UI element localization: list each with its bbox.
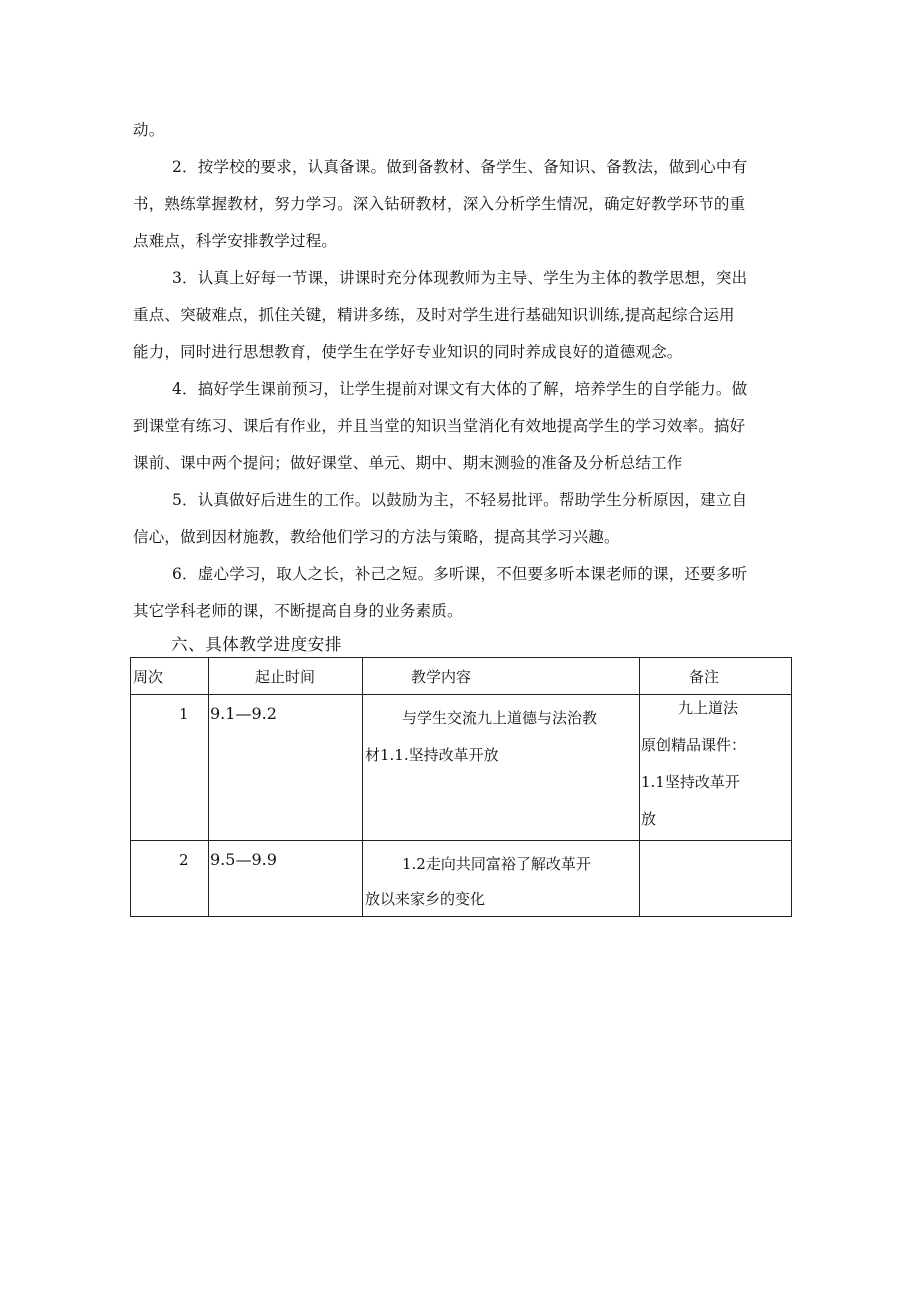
note-line-1: 九上道法 bbox=[678, 699, 739, 717]
paragraph-5-line-2: 信心，做到因材施教，教给他们学习的方法与策略，提高其学习兴趣。 bbox=[133, 528, 620, 546]
paragraph-3-line-1: 3．认真上好每一节课，讲课时充分体现教师为主导、学生为主体的教学思想，突出 bbox=[172, 269, 748, 287]
note-cell bbox=[640, 841, 792, 917]
note-line-4: 放 bbox=[641, 810, 657, 828]
paragraph-4-line-2: 到课堂有练习、课后有作业，并且当堂的知识当堂消化有效地提高学生的学习效率。搞好 bbox=[133, 417, 746, 435]
section-heading: 六、具体教学进度安排 bbox=[171, 635, 342, 654]
paragraph-3-line-2: 重点、突破难点，抓住关键，精讲多练，及时对学生进行基础知识训练,提高起综合运用 bbox=[133, 306, 735, 324]
header-cell-time bbox=[209, 658, 363, 695]
header-note-label: 备注 bbox=[689, 668, 720, 686]
content-cell bbox=[363, 841, 640, 917]
header-time-label: 起止时间 bbox=[255, 668, 316, 686]
table-row bbox=[131, 841, 792, 917]
note-line-3: 1.1坚持改革开 bbox=[641, 773, 740, 791]
paragraph-2-line-2: 书，熟练掌握教材，努力学习。深入钻研教材，深入分析学生情况，确定好教学环节的重 bbox=[133, 195, 746, 213]
time-range: 9.5—9.9 bbox=[210, 850, 277, 869]
paragraph-4-line-3: 课前、课中两个提问；做好课堂、单元、期中、期末测验的准备及分析总结工作 bbox=[133, 454, 683, 472]
header-week-label: 周次 bbox=[133, 668, 164, 686]
header-cell-week bbox=[131, 658, 209, 695]
content-line-2: 材1.1.坚持改革开放 bbox=[365, 746, 499, 764]
content-cell bbox=[363, 695, 640, 841]
paragraph-5-line-1: 5．认真做好后进生的工作。以鼓励为主，不轻易批评。帮助学生分析原因，建立自 bbox=[172, 491, 748, 509]
content-line-2: 放以来家乡的变化 bbox=[365, 890, 486, 908]
paragraph-2-line-1: 2．按学校的要求，认真备课。做到备教材、备学生、备知识、备教法，做到心中有 bbox=[172, 158, 748, 176]
header-cell-content bbox=[363, 658, 640, 695]
content-line-1: 与学生交流九上道德与法治教 bbox=[402, 709, 598, 727]
paragraph-3-line-3: 能力，同时进行思想教育，使学生在学好专业知识的同时养成良好的道德观念。 bbox=[133, 343, 683, 361]
time-range: 9.1—9.2 bbox=[210, 704, 277, 723]
paragraph-6-line-2: 其它学科老师的课，不断提高自身的业务素质。 bbox=[133, 602, 463, 620]
week-cell bbox=[131, 695, 209, 841]
note-line-2: 原创精品课件： bbox=[641, 736, 747, 754]
header-content-label: 教学内容 bbox=[411, 668, 472, 686]
week-cell bbox=[131, 841, 209, 917]
table-row bbox=[131, 695, 792, 841]
content-line-1: 1.2走向共同富裕了解改革开 bbox=[402, 855, 591, 873]
paragraph-6-line-1: 6．虚心学习，取人之长，补己之短。多听课，不但要多听本课老师的课，还要多听 bbox=[172, 565, 748, 583]
note-cell bbox=[640, 695, 792, 841]
time-cell bbox=[209, 841, 363, 917]
table-header-row bbox=[131, 658, 792, 695]
schedule-table bbox=[130, 657, 792, 917]
header-cell-note bbox=[640, 658, 792, 695]
paragraph-2-line-3: 点难点，科学安排教学过程。 bbox=[133, 232, 338, 250]
time-cell bbox=[209, 695, 363, 841]
paragraph-continuation: 动。 bbox=[133, 121, 165, 139]
week-number: 2 bbox=[179, 851, 189, 869]
week-number: 1 bbox=[179, 705, 189, 723]
paragraph-4-line-1: 4．搞好学生课前预习，让学生提前对课文有大体的了解，培养学生的自学能力。做 bbox=[172, 380, 748, 398]
